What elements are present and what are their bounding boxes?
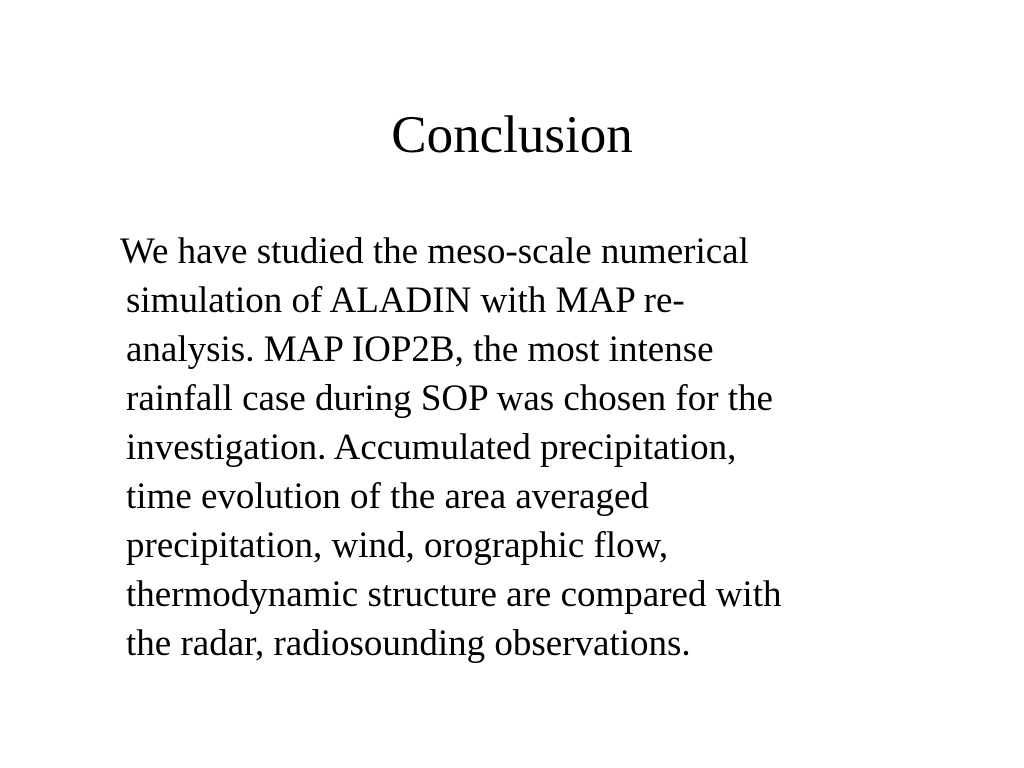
body-line: time evolution of the area averaged [126,476,649,517]
slide-title: Conclusion [391,106,633,164]
body-line: thermodynamic structure are compared with [126,574,782,615]
body-line: investigation. Accumulated precipitation, [126,427,737,468]
body-line: the radar, radiosounding observations. [126,623,691,664]
body-line: simulation of ALADIN with MAP re- [126,280,685,321]
body-line: rainfall case during SOP was chosen for the [126,378,773,419]
body-line: precipitation, wind, orographic flow, [126,525,669,566]
body-line: We have studied the meso-scale numerical [120,231,749,272]
body-line: analysis. MAP IOP2B, the most intense [126,329,714,370]
slide-body-paragraph [120,227,946,668]
